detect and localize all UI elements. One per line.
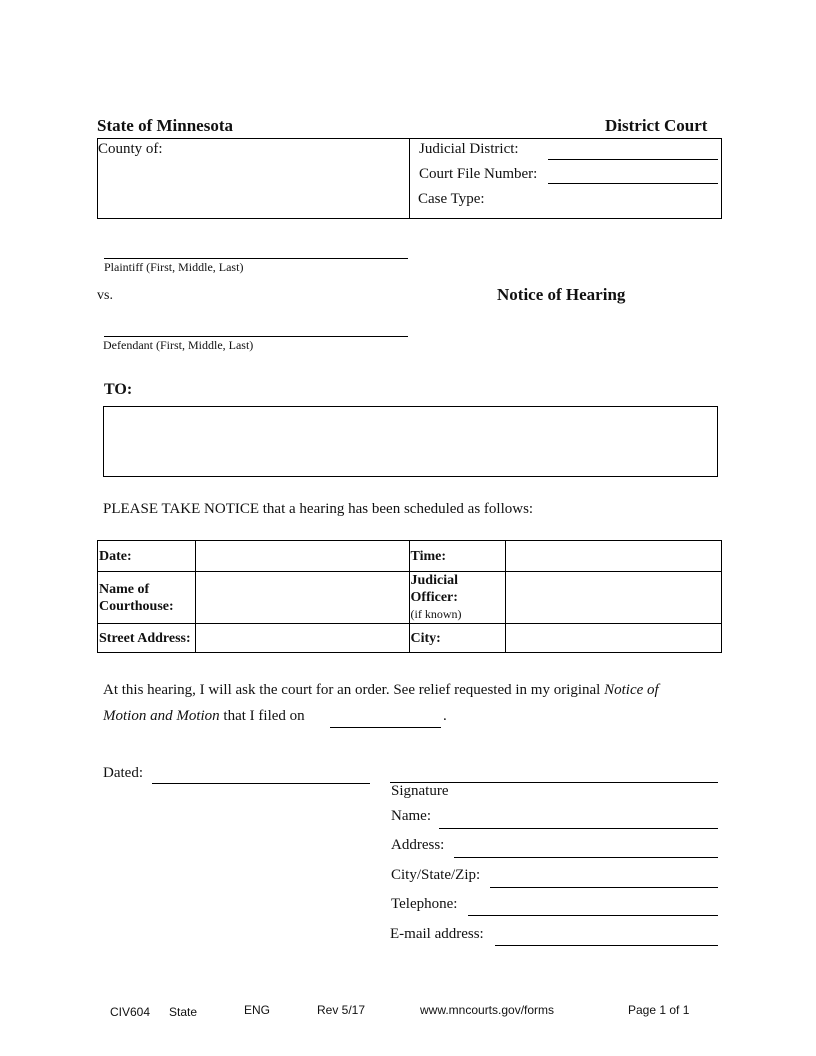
- court-heading: District Court: [605, 116, 708, 135]
- judicial-district-label: Judicial District:: [419, 141, 519, 157]
- dated-line[interactable]: [152, 783, 370, 784]
- footer-form-id: CIV604: [110, 1005, 151, 1019]
- to-label: TO:: [104, 381, 133, 398]
- city-state-zip-label: City/State/Zip:: [391, 867, 481, 883]
- judicial-officer-note: (if known): [410, 607, 462, 621]
- defendant-label: Defendant (First, Middle, Last): [103, 338, 254, 352]
- vs-label: vs.: [97, 288, 113, 303]
- email-line[interactable]: [495, 945, 718, 946]
- footer-language: ENG: [244, 1003, 271, 1017]
- notice-text: PLEASE TAKE NOTICE that a hearing has been scheduled as follows:: [103, 501, 534, 517]
- date-label: Date:: [98, 541, 196, 572]
- state-heading: State of Minnesota: [97, 116, 233, 135]
- dated-label: Dated:: [103, 765, 143, 781]
- street-address-cell[interactable]: [195, 624, 409, 653]
- date-cell[interactable]: [195, 541, 409, 572]
- county-label: County of:: [98, 141, 163, 157]
- footer-page: Page 1 of 1: [628, 1003, 690, 1017]
- courthouse-label-line2: Courthouse:: [99, 598, 174, 614]
- judicial-officer-label-text: Judicial Officer:: [410, 573, 458, 605]
- telephone-line[interactable]: [468, 915, 718, 916]
- telephone-label: Telephone:: [391, 896, 458, 912]
- address-line[interactable]: [454, 857, 718, 858]
- footer-type: State: [169, 1005, 198, 1019]
- name-label: Name:: [391, 808, 431, 824]
- relief-line-1: [103, 682, 723, 699]
- courthouse-label-line1: Name of: [99, 581, 150, 597]
- judicial-officer-label: [409, 572, 506, 624]
- court-file-number-label: Court File Number:: [419, 166, 538, 182]
- courthouse-cell[interactable]: [195, 572, 409, 624]
- hearing-table: [97, 540, 722, 653]
- plaintiff-label: Plaintiff (First, Middle, Last): [104, 260, 244, 274]
- time-label: Time:: [409, 541, 506, 572]
- footer-url[interactable]: www.mncourts.gov/forms: [420, 1003, 555, 1017]
- signature-label: Signature: [391, 783, 449, 799]
- relief-line-2: [103, 708, 305, 725]
- footer-revision: Rev 5/17: [317, 1003, 366, 1017]
- relief-italic-1: Notice of: [604, 682, 659, 698]
- time-cell[interactable]: [506, 541, 722, 572]
- city-state-zip-line[interactable]: [490, 887, 718, 888]
- city-label: City:: [409, 624, 506, 653]
- filed-on-line[interactable]: [330, 727, 441, 728]
- defendant-line[interactable]: [104, 336, 408, 337]
- page-title: Notice of Hearing: [497, 285, 626, 304]
- judicial-district-line[interactable]: [548, 159, 718, 160]
- caption-divider: [409, 138, 410, 219]
- case-type-label: Case Type:: [418, 191, 485, 207]
- relief-end: .: [443, 708, 447, 724]
- courthouse-label: [98, 572, 196, 624]
- city-cell[interactable]: [506, 624, 722, 653]
- plaintiff-line[interactable]: [104, 258, 408, 259]
- judicial-officer-cell[interactable]: [506, 572, 722, 624]
- email-label: E-mail address:: [390, 926, 484, 942]
- relief-text-1: At this hearing, I will ask the court for an order. See relief requested in my original: [103, 682, 601, 698]
- to-box[interactable]: [103, 406, 718, 477]
- name-line[interactable]: [439, 828, 718, 829]
- address-label: Address:: [391, 837, 445, 853]
- court-file-number-line[interactable]: [548, 183, 718, 184]
- relief-italic-2: Motion and Motion: [103, 708, 220, 724]
- street-address-label: Street Address:: [98, 624, 196, 653]
- relief-text-2: that I filed on: [223, 708, 305, 724]
